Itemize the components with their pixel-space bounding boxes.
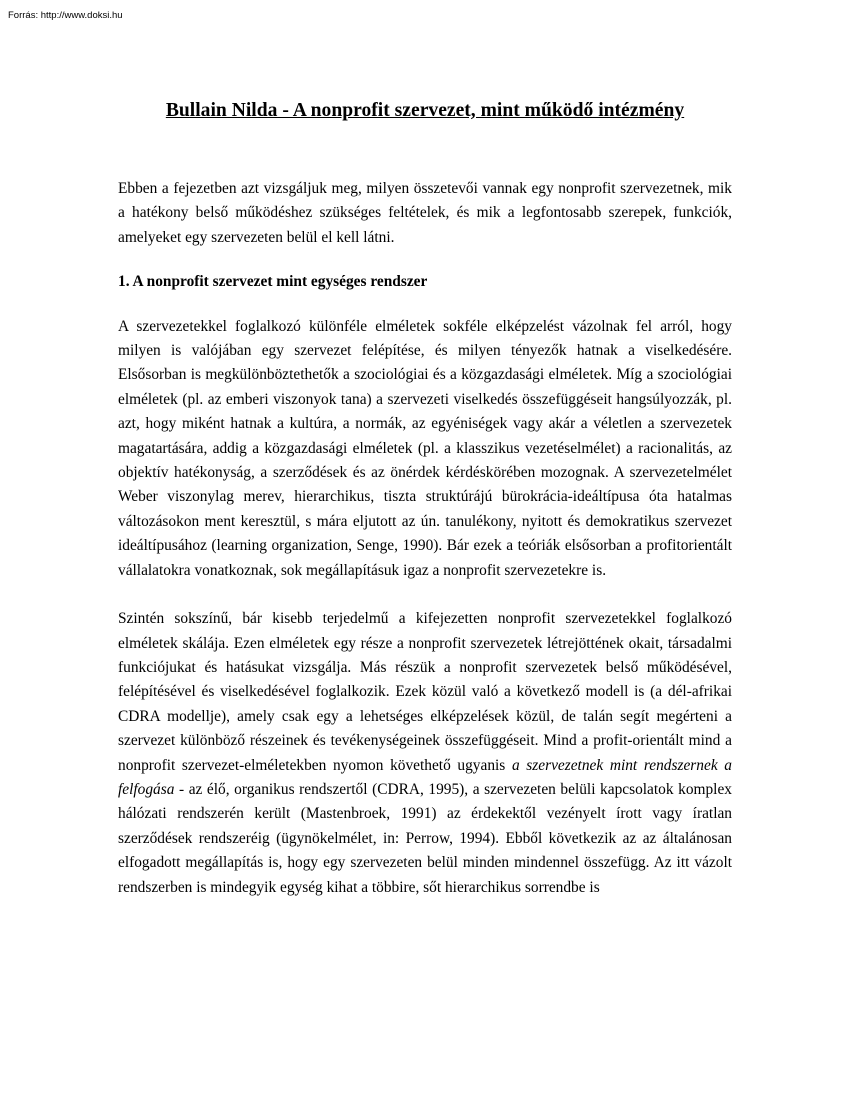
paragraph-2-emphasis: a szervezetnek mint rendszernek a felfogása	[118, 756, 732, 798]
paragraph-2-text-after: - az élő, organikus rendszertől (CDRA, 1995), a szervezeten belüli kapcsolatok komplex hálózati rendszerén került (Mastenbroek, 1991) az érdekektől vezényelt írott vagy íratlan szerződések rendszeréig (ügynökelmélet, in: Perrow, 1994). Ebből következik az az általánosan elfogadott megállapítás is, hogy egy szervezeten belül minden mindennel összefügg. Az itt vázolt rendszerben is mindegyik egység kihat a többire, sőt hierarchikus sorrendbe is	[118, 780, 732, 896]
source-url: Forrás: http://www.doksi.hu	[8, 10, 123, 21]
body-paragraph-2	[118, 607, 732, 900]
body-paragraph-1: A szervezetekkel foglalkozó különféle elméletek sokféle elképzelést vázolnak fel arról, hogy milyen is valójában egy szervezet felépítése, és milyen tényezők hatnak a viselkedésére. Elsősorban is megkülönböztethetők a szociológiai és a közgazdasági elméletek. Míg a szociológiai elméletek (pl. az emberi viszonyok tana) a szervezeti viselkedés összefüggéseit hangsúlyozzák, pl. azt, hogy miként hatnak a kultúra, a normák, az egyéniségek vagy akár a véletlen a szervezetek magatartására, addig a közgazdasági elméletek (pl. a klasszikus vezetéselmélet) a racionalitás, az objektív hatékonyság, a szerződések és az önérdek kérdéskörében mozognak. A szervezetelmélet Weber viszonylag merev, hierarchikus, tiszta struktúrájú bürokrácia-ideáltípusa óta hatalmas változásokon ment keresztül, s mára eljutott az ún. tanulékony, nyitott és demokratikus szervezet ideáltípusához (learning organization, Senge, 1990). Bár ezek a teóriák elsősorban a profitorientált vállalatokra vonatkoznak, sok megállapításuk igaz a nonprofit szervezetekre is.	[118, 317, 732, 579]
intro-paragraph: Ebben a fejezetben azt vizsgáljuk meg, milyen összetevői vannak egy nonprofit szervezetnek, mik a hatékony belső működéshez szükséges feltételek, és mik a legfontosabb szerepek, funkciók, amelyeket egy szervezeten belül el kell látni.	[118, 180, 732, 246]
paragraph-2-text-before: Szintén sokszínű, bár kisebb terjedelmű a kifejezetten nonprofit szervezetekkel foglalkozó elméletek skálája. Ezen elméletek egy része a nonprofit szervezetek létrejöttének okait, társadalmi funkciójukat és hatásukat vizsgálja. Más részük a nonprofit szervezetek belső működésével, felépítésével és viselkedésével foglalkozik. Ezek közül való a következő modell is (a dél-afrikai CDRA modellje), amely csak egy a lehetséges elképzelések közül, de talán segít megérteni a szervezet különböző részeinek és tevékenységeinek összefüggéseit. Mind a profit-orientált mind a nonprofit szervezet-elméletekben nyomon követhető ugyanis	[118, 610, 732, 774]
section-heading: 1. A nonprofit szervezet mint egységes rendszer	[118, 273, 428, 291]
document-body	[118, 177, 732, 900]
document-title: Bullain Nilda - A nonprofit szervezet, mint működő intézmény	[165, 100, 685, 121]
